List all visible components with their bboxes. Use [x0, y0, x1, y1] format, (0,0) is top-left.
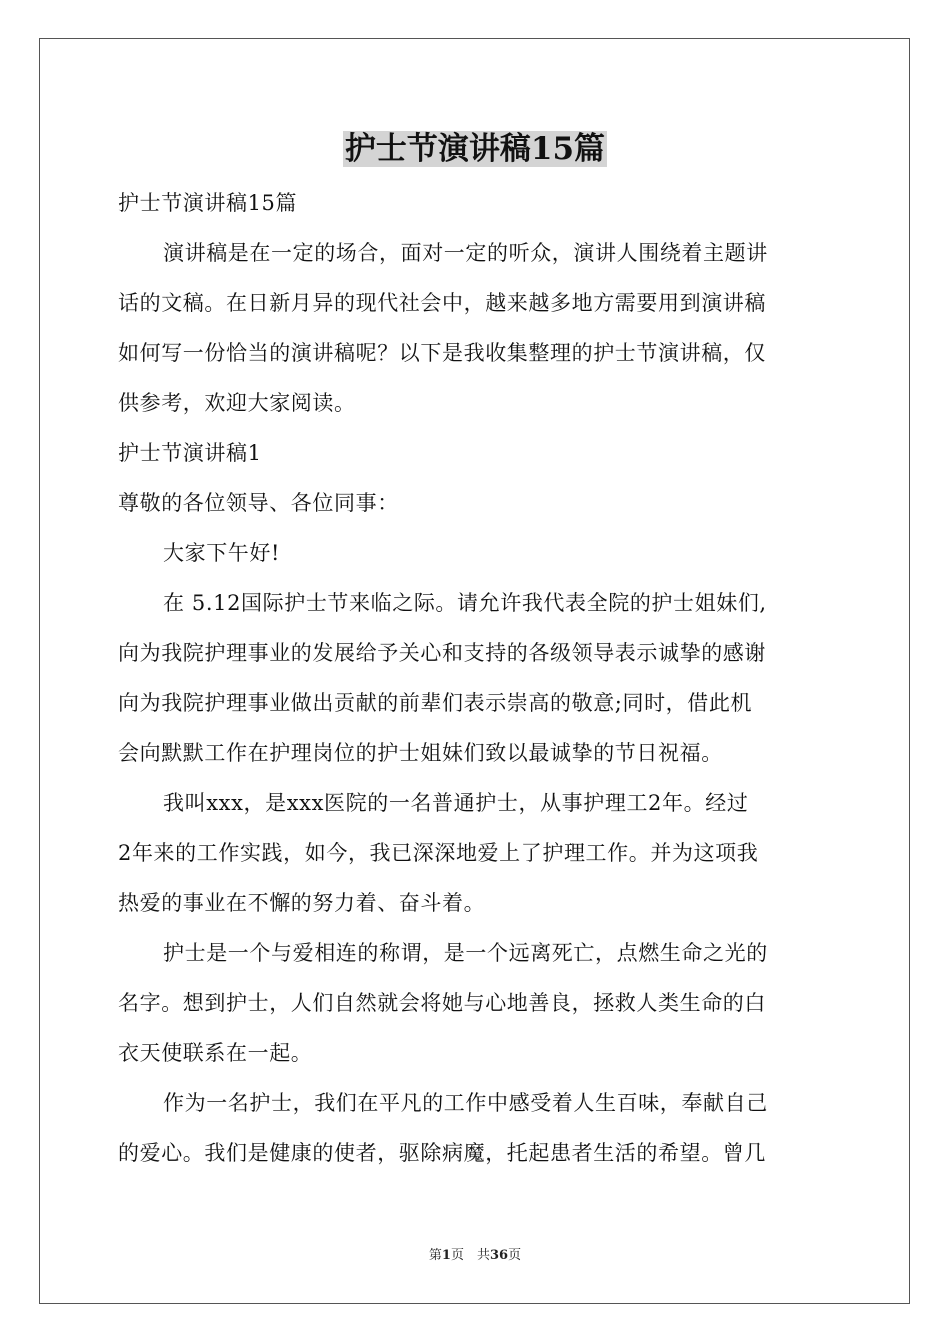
document-title-text: 护士节演讲稿15篇 — [344, 131, 606, 167]
text-line: 护士节演讲稿15篇 — [118, 191, 298, 215]
text-line: 我叫xxx，是xxx医院的一名普通护士，从事护理工2年。经过 — [163, 791, 749, 815]
text-line: 热爱的事业在不懈的努力着、奋斗着。 — [118, 891, 486, 915]
text-line: 护士节演讲稿1 — [118, 441, 262, 465]
text-line: 供参考，欢迎大家阅读。 — [118, 391, 356, 415]
text-line: 大家下午好! — [163, 541, 281, 565]
footer-suffix: 页 — [508, 1248, 522, 1263]
text-line: 在 5.12国际护士节来临之际。请允许我代表全院的护士姐妹们, — [163, 591, 767, 615]
document-body — [118, 178, 838, 1178]
text-line: 名字。想到护士，人们自然就会将她与心地善良，拯救人类生命的白 — [118, 991, 766, 1015]
text-line: 衣天使联系在一起。 — [118, 1041, 313, 1065]
document-title — [0, 127, 950, 171]
page-footer — [0, 1247, 950, 1265]
text-line: 作为一名护士，我们在平凡的工作中感受着人生百味，奉献自己 — [163, 1091, 768, 1115]
footer-page-number: 1 — [441, 1248, 451, 1263]
footer-middle: 页 共 — [450, 1248, 490, 1263]
text-line: 向为我院护理事业的发展给予关心和支持的各级领导表示诚挚的感谢 — [118, 641, 766, 665]
text-line: 向为我院护理事业做出贡献的前辈们表示崇高的敬意;同时，借此机 — [118, 691, 753, 715]
text-line: 会向默默工作在护理岗位的护士姐妹们致以最诚挚的节日祝福。 — [118, 741, 723, 765]
text-line: 尊敬的各位领导、各位同事： — [118, 491, 399, 515]
text-line: 如何写一份恰当的演讲稿呢？以下是我收集整理的护士节演讲稿，仅 — [118, 341, 766, 365]
text-line: 护士是一个与爱相连的称谓，是一个远离死亡，点燃生命之光的 — [163, 941, 768, 965]
text-line: 2年来的工作实践，如今，我已深深地爱上了护理工作。并为这项我 — [118, 841, 759, 865]
footer-prefix: 第 — [428, 1248, 442, 1263]
text-line: 的爱心。我们是健康的使者，驱除病魔，托起患者生活的希望。曾几 — [118, 1141, 766, 1165]
footer-total-pages: 36 — [489, 1248, 509, 1263]
text-line: 话的文稿。在日新月异的现代社会中，越来越多地方需要用到演讲稿 — [118, 291, 766, 315]
text-line: 演讲稿是在一定的场合，面对一定的听众，演讲人围绕着主题讲 — [163, 241, 768, 265]
